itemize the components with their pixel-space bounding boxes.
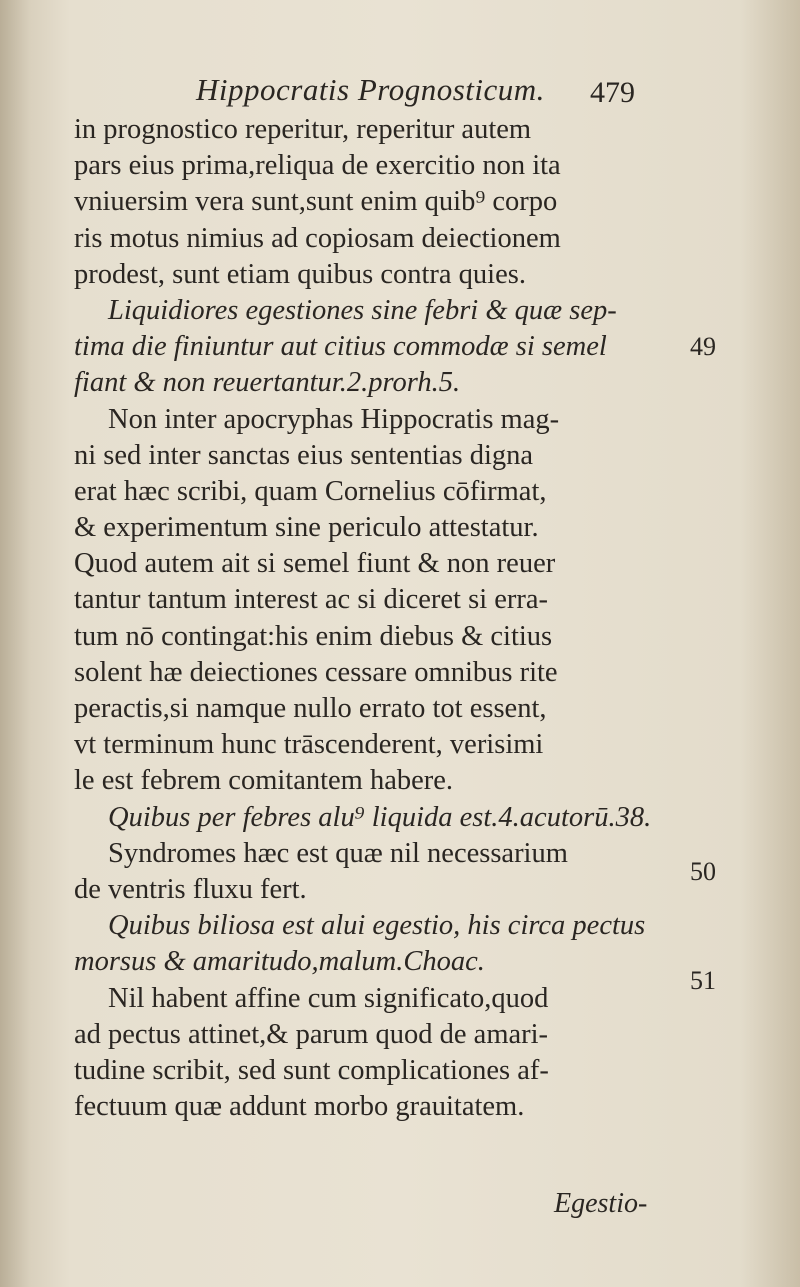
margin-number-49: 49 — [690, 332, 716, 361]
aphorism-line: morsus & amaritudo,malum.Choac. — [74, 946, 485, 978]
text-line: erat hæc scribi, quam Cornelius cōfirmat, — [74, 475, 547, 507]
aphorism-line: tima die finiuntur aut citius commodæ si semel — [74, 331, 607, 363]
text-line: fectuum quæ addunt morbo grauitatem. — [74, 1091, 525, 1123]
running-title: Hippocratis Prognosticum. — [196, 72, 545, 107]
text-line: Syndromes hæc est quæ nil necessarium — [108, 837, 568, 869]
page-number: 479 — [590, 76, 635, 109]
aphorism-line: Quibus biliosa est alui egestio, his circa pectus — [108, 910, 646, 942]
text-line: Non inter apocryphas Hippocratis mag- — [108, 403, 560, 435]
text-line: Quod autem ait si semel fiunt & non reuer — [74, 548, 556, 580]
text-line: tantur tantum interest ac si diceret si erra- — [74, 584, 549, 616]
text-line: prodest, sunt etiam quibus contra quies. — [74, 258, 526, 290]
text-line: peractis,si namque nullo errato tot essent, — [74, 693, 547, 724]
text-line: tum nō contingat:his enim diebus & citius — [74, 620, 553, 652]
aphorism-line: Quibus per febres alu⁹ liquida est.4.acutorū.38. — [108, 801, 652, 833]
text-line: pars eius prima,reliqua de exercitio non ita — [74, 150, 561, 182]
text-line: ris motus nimius ad copiosam deiectionem — [74, 222, 561, 254]
text-line: Nil habent affine cum significato,quod — [108, 982, 549, 1014]
margin-number-50: 50 — [690, 857, 716, 886]
text-line: & experimentum sine periculo attestatur. — [74, 512, 539, 544]
text-line: ad pectus attinet,& parum quod de amari- — [74, 1018, 549, 1050]
text-line: vniuersim vera sunt,sunt enim quib⁹ corpo — [74, 186, 558, 218]
margin-number-51: 51 — [690, 966, 716, 995]
text-line: solent hæ deiectiones cessare omnibus rite — [74, 656, 558, 688]
body-text — [74, 112, 674, 1125]
text-line: le est febrem comitantem habere. — [74, 765, 454, 797]
text-line: de ventris fluxu fert. — [74, 873, 307, 905]
text-line: ni sed inter sanctas eius sententias digna — [74, 439, 534, 471]
aphorism-line: Liquidiores egestiones sine febri & quæ sep- — [108, 294, 617, 326]
aphorism-line: fiant & non reuertantur.2.prorh.5. — [74, 367, 461, 399]
catchword: Egestio- — [554, 1188, 648, 1219]
text-line: in prognostico reperitur, reperitur autem — [74, 114, 532, 145]
text-line: vt terminum hunc trāscenderent, verisimi — [74, 729, 544, 761]
text-line: tudine scribit, sed sunt complicationes af- — [74, 1054, 549, 1086]
running-head — [0, 72, 800, 112]
